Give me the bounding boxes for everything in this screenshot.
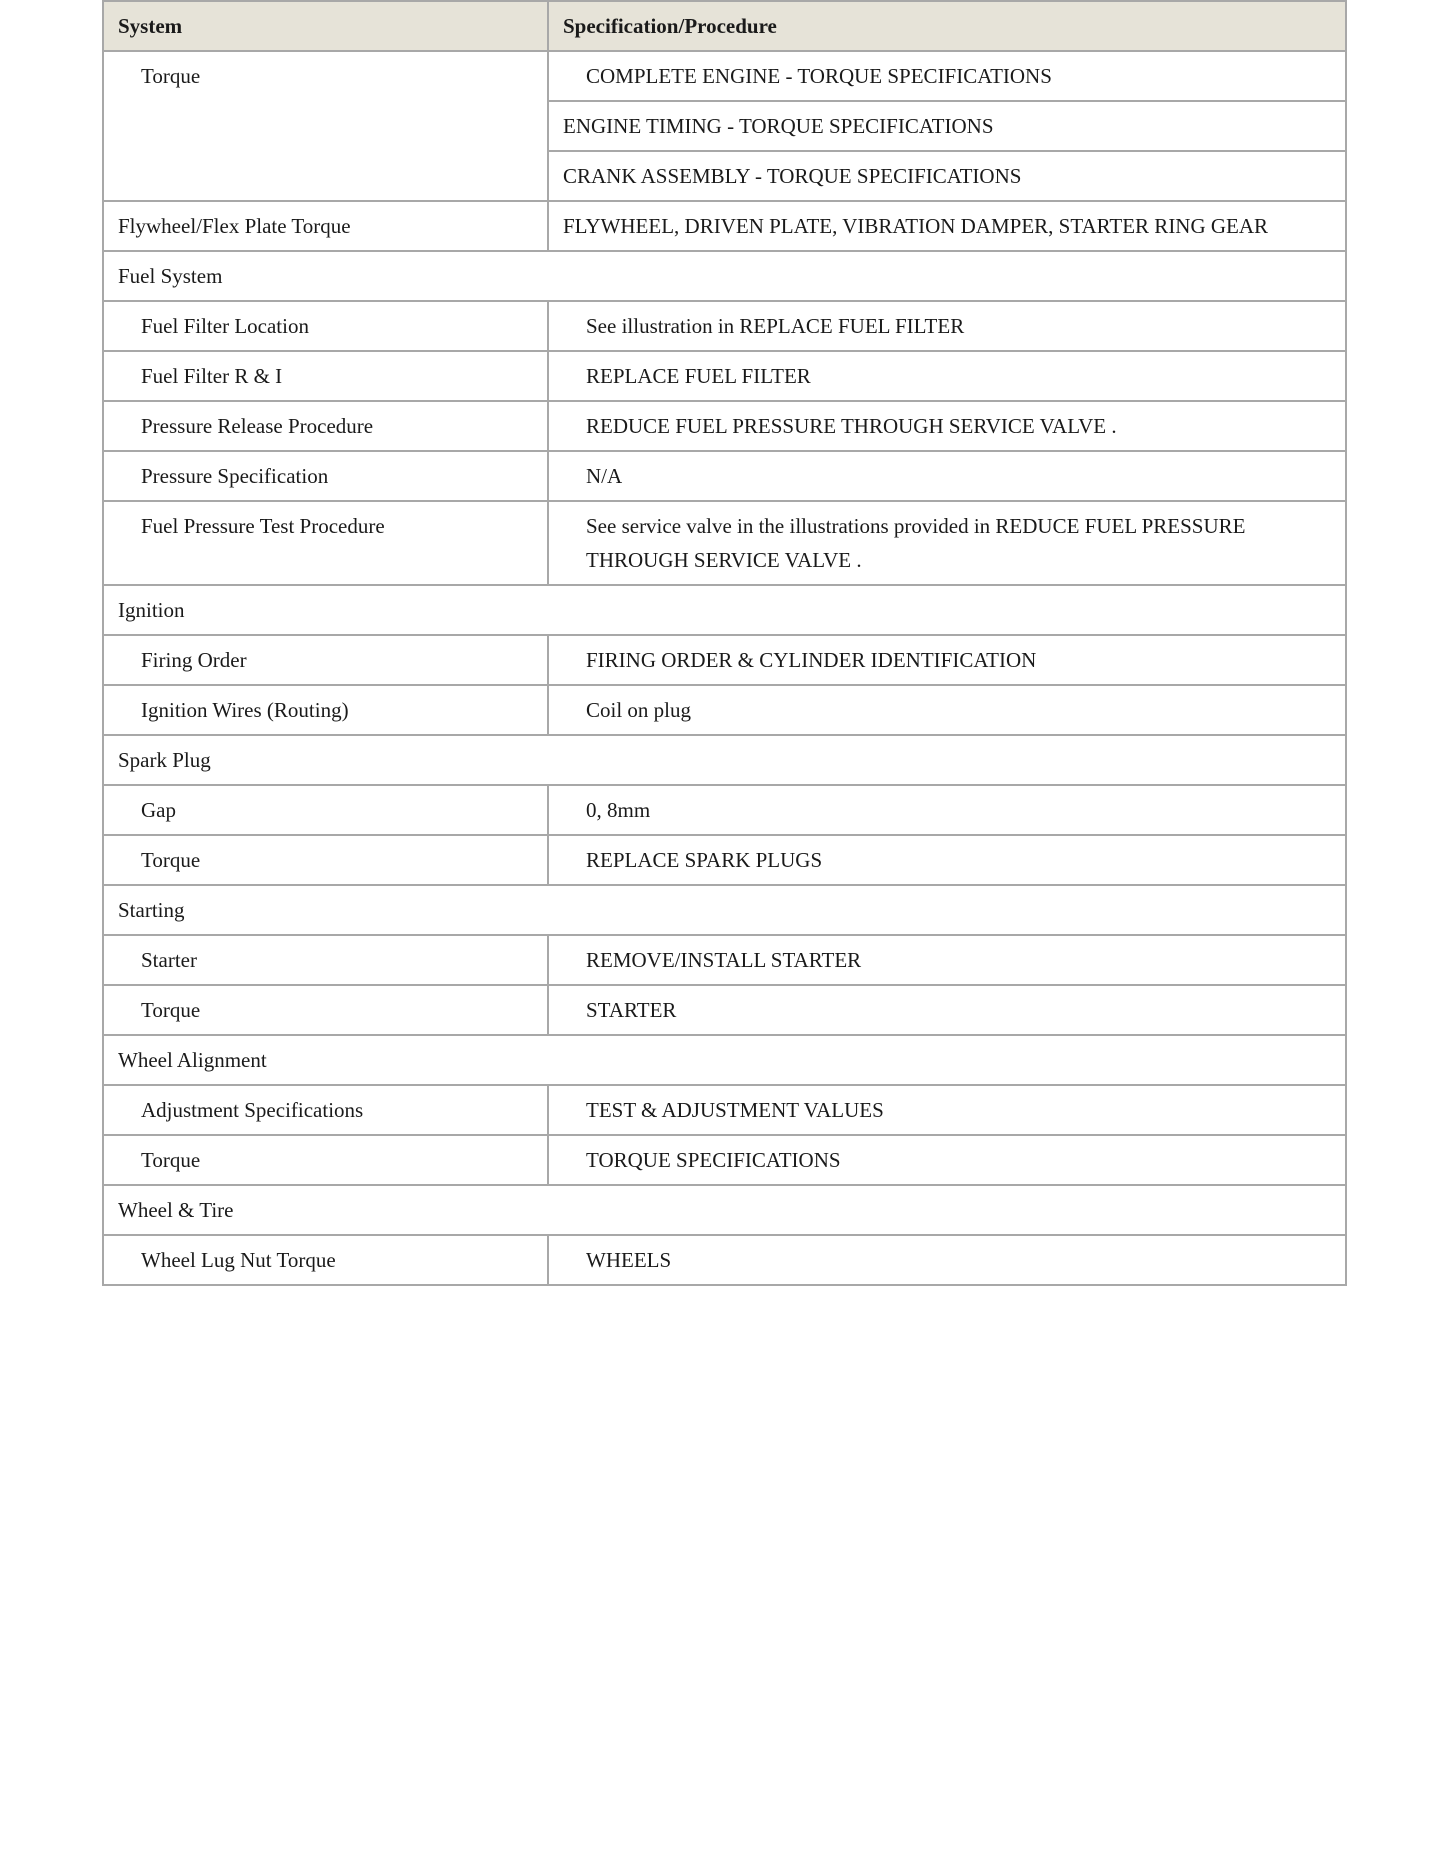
flywheel-label: Flywheel/Flex Plate Torque: [103, 201, 548, 251]
spec-link[interactable]: FLYWHEEL, DRIVEN PLATE, VIBRATION DAMPER, STARTER RING GEAR: [548, 201, 1346, 251]
header-specification: Specification/Procedure: [548, 1, 1346, 51]
section-header-row: [103, 1185, 1346, 1235]
spec-link[interactable]: COMPLETE ENGINE - TORQUE SPECIFICATIONS: [548, 51, 1346, 101]
row-label: Fuel Filter Location: [103, 301, 548, 351]
table-row: [103, 51, 1346, 101]
table-header-row: [103, 1, 1346, 51]
table-row: [103, 301, 1346, 351]
spec-link[interactable]: See illustration in REPLACE FUEL FILTER: [548, 301, 1346, 351]
section-title: Ignition: [103, 585, 1346, 635]
section-title: Fuel System: [103, 251, 1346, 301]
table-row: [103, 451, 1346, 501]
table-row: [103, 401, 1346, 451]
table-row: [103, 935, 1346, 985]
section-title: Spark Plug: [103, 735, 1346, 785]
table-row: [103, 1235, 1346, 1285]
spec-link[interactable]: TORQUE SPECIFICATIONS: [548, 1135, 1346, 1185]
row-label: Fuel Pressure Test Procedure: [103, 501, 548, 585]
table-row: [103, 1085, 1346, 1135]
spec-link[interactable]: ENGINE TIMING - TORQUE SPECIFICATIONS: [548, 101, 1346, 151]
header-system: System: [103, 1, 548, 51]
spec-link[interactable]: TEST & ADJUSTMENT VALUES: [548, 1085, 1346, 1135]
row-label: Ignition Wires (Routing): [103, 685, 548, 735]
table-row: [103, 985, 1346, 1035]
spec-link[interactable]: REPLACE SPARK PLUGS: [548, 835, 1346, 885]
table-row: [103, 501, 1346, 585]
spec-link[interactable]: REPLACE FUEL FILTER: [548, 351, 1346, 401]
spec-link[interactable]: Coil on plug: [548, 685, 1346, 735]
row-label: Firing Order: [103, 635, 548, 685]
spec-link[interactable]: CRANK ASSEMBLY - TORQUE SPECIFICATIONS: [548, 151, 1346, 201]
table-row: [103, 685, 1346, 735]
section-title: Wheel & Tire: [103, 1185, 1346, 1235]
table-row: [103, 835, 1346, 885]
row-label: Wheel Lug Nut Torque: [103, 1235, 548, 1285]
spec-link[interactable]: REDUCE FUEL PRESSURE THROUGH SERVICE VALVE .: [548, 401, 1346, 451]
spec-link[interactable]: STARTER: [548, 985, 1346, 1035]
section-title: Starting: [103, 885, 1346, 935]
row-label: Adjustment Specifications: [103, 1085, 548, 1135]
table-row: [103, 351, 1346, 401]
spec-link[interactable]: 0, 8mm: [548, 785, 1346, 835]
row-label: Pressure Release Procedure: [103, 401, 548, 451]
section-header-row: [103, 585, 1346, 635]
spec-link[interactable]: FIRING ORDER & CYLINDER IDENTIFICATION: [548, 635, 1346, 685]
section-header-row: [103, 251, 1346, 301]
row-label: Starter: [103, 935, 548, 985]
spec-link[interactable]: N/A: [548, 451, 1346, 501]
table-row: [103, 635, 1346, 685]
table-row: [103, 201, 1346, 251]
table-row: [103, 785, 1346, 835]
row-label: Pressure Specification: [103, 451, 548, 501]
row-label: Torque: [103, 1135, 548, 1185]
engine-torque-label: Torque: [103, 51, 548, 201]
section-header-row: [103, 1035, 1346, 1085]
section-header-row: [103, 885, 1346, 935]
row-label: Gap: [103, 785, 548, 835]
row-label: Torque: [103, 835, 548, 885]
spec-link[interactable]: See service valve in the illustrations provided in REDUCE FUEL PRESSURE THROUGH SERVICE VALVE .: [548, 501, 1346, 585]
specifications-table: [102, 0, 1347, 1286]
spec-link[interactable]: WHEELS: [548, 1235, 1346, 1285]
section-title: Wheel Alignment: [103, 1035, 1346, 1085]
row-label: Torque: [103, 985, 548, 1035]
section-header-row: [103, 735, 1346, 785]
table-row: [103, 1135, 1346, 1185]
row-label: Fuel Filter R & I: [103, 351, 548, 401]
spec-link[interactable]: REMOVE/INSTALL STARTER: [548, 935, 1346, 985]
